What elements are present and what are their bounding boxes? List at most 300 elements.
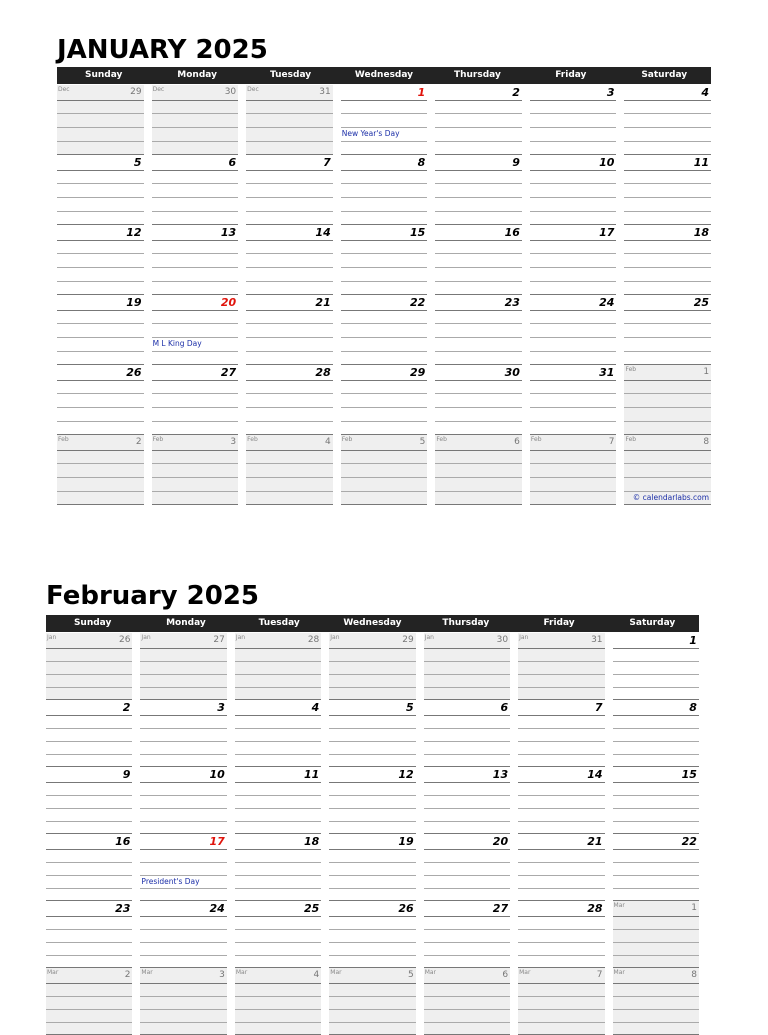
note-line <box>518 674 604 675</box>
day-cell[interactable] <box>624 85 711 155</box>
calendar-grid <box>57 85 711 505</box>
day-cell[interactable] <box>613 700 699 767</box>
day-header <box>152 225 239 241</box>
note-line <box>235 996 321 997</box>
note-line <box>518 888 604 889</box>
day-header <box>46 968 132 984</box>
note-line <box>424 1009 510 1010</box>
day-cell[interactable] <box>57 365 144 435</box>
day-cell[interactable] <box>624 155 711 225</box>
note-line <box>424 687 510 688</box>
day-number: 6 <box>502 970 509 980</box>
day-cell[interactable] <box>235 968 321 1035</box>
note-line <box>424 808 510 809</box>
note-line <box>152 197 239 198</box>
day-number: 4 <box>311 701 320 714</box>
day-header <box>140 834 226 850</box>
note-line <box>624 211 711 212</box>
month-label: Mar <box>235 969 248 976</box>
day-header <box>57 295 144 311</box>
day-number: 9 <box>512 156 520 169</box>
day-cell[interactable] <box>341 435 428 505</box>
note-line <box>152 351 239 352</box>
day-cell[interactable] <box>152 225 239 295</box>
note-line <box>246 477 333 478</box>
day-header <box>530 295 617 311</box>
day-cell[interactable] <box>152 435 239 505</box>
day-cell[interactable] <box>341 295 428 365</box>
note-line <box>57 477 144 478</box>
day-header <box>435 225 522 241</box>
note-line <box>152 267 239 268</box>
note-line <box>152 491 239 492</box>
week-row <box>46 834 699 901</box>
day-number: 12 <box>398 768 414 781</box>
note-line <box>424 754 510 755</box>
day-number: 2 <box>124 970 131 980</box>
day-cell[interactable] <box>530 155 617 225</box>
day-number: 31 <box>591 635 603 645</box>
day-cell[interactable] <box>246 435 333 505</box>
day-number: 1 <box>417 86 426 99</box>
day-cell[interactable] <box>140 633 226 700</box>
day-header <box>140 901 226 917</box>
day-number: 31 <box>599 366 615 379</box>
day-cell[interactable] <box>57 435 144 505</box>
day-cell[interactable] <box>46 700 132 767</box>
day-cell[interactable] <box>435 435 522 505</box>
day-number: 8 <box>689 701 697 714</box>
note-line <box>329 674 415 675</box>
day-cell[interactable] <box>530 295 617 365</box>
note-line <box>152 463 239 464</box>
note-line <box>424 888 510 889</box>
day-header <box>235 834 321 850</box>
day-number: 7 <box>596 970 603 980</box>
day-cell[interactable] <box>246 365 333 435</box>
day-header <box>235 700 321 716</box>
day-number: 4 <box>313 970 320 980</box>
day-cell[interactable] <box>329 633 415 700</box>
day-cell[interactable] <box>57 155 144 225</box>
note-line <box>341 113 428 114</box>
note-line <box>246 211 333 212</box>
note-line <box>246 463 333 464</box>
month-label: Mar <box>613 969 625 976</box>
day-number: 20 <box>220 296 237 309</box>
day-header <box>624 155 711 171</box>
cell-bottom-line <box>624 504 711 505</box>
day-cell[interactable] <box>518 633 604 700</box>
day-cell[interactable] <box>624 295 711 365</box>
note-line <box>246 491 333 492</box>
day-cell[interactable] <box>435 365 522 435</box>
note-line <box>530 351 617 352</box>
day-cell[interactable] <box>46 901 132 968</box>
day-header <box>530 155 617 171</box>
day-header <box>435 155 522 171</box>
day-cell[interactable] <box>329 901 415 968</box>
note-line <box>329 875 415 876</box>
note-line <box>435 407 522 408</box>
note-line <box>152 323 239 324</box>
day-number: 8 <box>691 970 697 980</box>
note-line <box>530 211 617 212</box>
day-cell[interactable] <box>46 968 132 1035</box>
weekday-tuesday: Tuesday <box>269 70 312 80</box>
note-line <box>152 337 239 338</box>
day-cell[interactable] <box>57 295 144 365</box>
note-line <box>140 942 226 943</box>
day-cell[interactable] <box>424 633 510 700</box>
day-number: 8 <box>417 156 426 169</box>
month-label: Dec <box>247 86 259 93</box>
note-line <box>424 862 510 863</box>
note-line <box>530 337 617 338</box>
note-line <box>530 253 617 254</box>
day-header <box>235 901 321 917</box>
note-line <box>435 281 522 282</box>
note-line <box>435 337 522 338</box>
day-cell[interactable] <box>530 225 617 295</box>
note-line <box>152 211 239 212</box>
day-header <box>435 365 522 381</box>
note-line <box>530 323 617 324</box>
note-line <box>246 281 333 282</box>
note-line <box>140 875 226 876</box>
note-line <box>530 477 617 478</box>
day-number: 8 <box>703 437 710 447</box>
note-line <box>235 942 321 943</box>
day-cell[interactable] <box>435 295 522 365</box>
note-line <box>613 808 699 809</box>
day-cell[interactable] <box>152 85 239 155</box>
day-cell[interactable] <box>530 85 617 155</box>
note-line <box>329 955 415 956</box>
note-line <box>140 728 226 729</box>
day-cell[interactable] <box>424 968 510 1035</box>
day-number: 5 <box>407 970 414 980</box>
day-header <box>329 968 415 984</box>
day-header <box>46 700 132 716</box>
day-cell[interactable] <box>152 365 239 435</box>
day-cell[interactable] <box>613 834 699 901</box>
note-line <box>341 477 428 478</box>
note-line <box>57 337 144 338</box>
day-cell[interactable] <box>424 767 510 834</box>
day-cell[interactable] <box>246 85 333 155</box>
day-cell[interactable] <box>424 700 510 767</box>
note-line <box>46 754 132 755</box>
note-line <box>518 741 604 742</box>
note-line <box>624 183 711 184</box>
day-cell[interactable] <box>518 767 604 834</box>
day-cell[interactable] <box>341 225 428 295</box>
weekday-saturday: Saturday <box>629 618 676 628</box>
day-cell[interactable] <box>530 365 617 435</box>
day-cell[interactable] <box>341 365 428 435</box>
day-cell[interactable] <box>624 435 711 505</box>
day-cell[interactable] <box>518 901 604 968</box>
day-number: 1 <box>703 367 710 377</box>
note-line <box>235 741 321 742</box>
day-header <box>613 700 699 716</box>
day-header <box>518 700 604 716</box>
day-header <box>613 901 699 917</box>
note-line <box>46 821 132 822</box>
day-cell[interactable] <box>329 767 415 834</box>
day-cell[interactable] <box>140 767 226 834</box>
day-number: 25 <box>303 902 320 915</box>
note-line <box>341 141 428 142</box>
day-cell[interactable] <box>613 633 699 700</box>
note-line <box>341 421 428 422</box>
day-cell[interactable] <box>329 968 415 1035</box>
day-number: 11 <box>303 768 320 781</box>
cell-bottom-line <box>341 504 428 505</box>
note-line <box>613 862 699 863</box>
month-label: Feb <box>341 436 353 443</box>
credit-link[interactable]: © calendarlabs.com <box>632 493 710 502</box>
calendar-january <box>57 30 711 505</box>
note-line <box>435 477 522 478</box>
day-cell[interactable] <box>329 834 415 901</box>
note-line <box>152 113 239 114</box>
month-label: Jan <box>235 634 246 641</box>
month-label: Feb <box>625 436 637 443</box>
calendar-title: February 2025 <box>46 581 260 611</box>
note-line <box>140 808 226 809</box>
note-line <box>624 337 711 338</box>
weekday-friday: Friday <box>543 618 575 628</box>
day-number: 4 <box>325 437 331 447</box>
day-cell[interactable] <box>152 155 239 225</box>
day-cell[interactable] <box>518 834 604 901</box>
day-cell[interactable] <box>341 155 428 225</box>
month-label: Mar <box>613 902 625 909</box>
day-cell[interactable] <box>46 834 132 901</box>
day-cell[interactable] <box>246 225 333 295</box>
note-line <box>246 421 333 422</box>
day-cell[interactable] <box>518 700 604 767</box>
day-number: 13 <box>220 226 237 239</box>
note-line <box>624 393 711 394</box>
note-line <box>235 875 321 876</box>
day-cell[interactable] <box>518 968 604 1035</box>
day-cell[interactable] <box>246 155 333 225</box>
day-number: 26 <box>398 902 414 915</box>
note-line <box>329 862 415 863</box>
note-line <box>329 1009 415 1010</box>
note-line <box>624 127 711 128</box>
day-cell[interactable] <box>235 834 321 901</box>
note-line <box>152 281 239 282</box>
note-line <box>518 875 604 876</box>
note-line <box>235 862 321 863</box>
week-row <box>46 968 699 1035</box>
day-cell[interactable] <box>341 85 428 155</box>
note-line <box>424 996 510 997</box>
day-header <box>57 85 144 101</box>
day-cell[interactable] <box>46 767 132 834</box>
day-header <box>246 435 333 451</box>
note-line <box>613 741 699 742</box>
day-number: 29 <box>402 635 414 645</box>
note-line <box>246 113 333 114</box>
week-row <box>57 225 711 295</box>
note-line <box>435 267 522 268</box>
day-cell[interactable] <box>624 225 711 295</box>
day-number: 19 <box>398 835 414 848</box>
month-label: Feb <box>625 366 637 373</box>
note-line <box>613 1009 699 1010</box>
note-line <box>624 197 711 198</box>
note-line <box>140 674 226 675</box>
day-header <box>530 365 617 381</box>
day-header <box>246 365 333 381</box>
day-cell[interactable] <box>46 633 132 700</box>
day-header <box>329 901 415 917</box>
note-line <box>518 862 604 863</box>
day-cell[interactable] <box>140 834 226 901</box>
day-cell[interactable] <box>613 901 699 968</box>
day-header <box>424 767 510 783</box>
day-cell[interactable] <box>530 435 617 505</box>
note-line <box>530 421 617 422</box>
weekday-monday: Monday <box>166 618 206 628</box>
day-header <box>624 365 711 381</box>
weekday-header <box>57 67 711 84</box>
day-header <box>341 295 428 311</box>
day-cell[interactable] <box>435 225 522 295</box>
note-line <box>246 267 333 268</box>
note-line <box>57 211 144 212</box>
day-number: 2 <box>135 437 142 447</box>
note-line <box>613 674 699 675</box>
note-line <box>613 661 699 662</box>
note-line <box>424 821 510 822</box>
note-line <box>46 862 132 863</box>
month-label: Jan <box>424 634 434 641</box>
note-line <box>530 197 617 198</box>
day-cell[interactable] <box>613 968 699 1035</box>
note-line <box>57 351 144 352</box>
day-cell[interactable] <box>140 700 226 767</box>
note-line <box>329 996 415 997</box>
note-line <box>341 351 428 352</box>
month-label: Jan <box>47 634 57 641</box>
note-line <box>624 267 711 268</box>
month-label: Jan <box>330 634 340 641</box>
note-line <box>246 141 333 142</box>
day-number: 24 <box>599 296 615 309</box>
note-line <box>140 955 226 956</box>
note-line <box>329 728 415 729</box>
day-cell[interactable] <box>57 225 144 295</box>
note-line <box>329 808 415 809</box>
day-cell[interactable] <box>424 834 510 901</box>
day-cell[interactable] <box>424 901 510 968</box>
day-number: 27 <box>213 635 225 645</box>
note-line <box>46 929 132 930</box>
week-row <box>57 155 711 225</box>
note-line <box>518 754 604 755</box>
note-line <box>235 955 321 956</box>
day-cell[interactable] <box>246 295 333 365</box>
note-line <box>518 996 604 997</box>
day-cell[interactable] <box>57 85 144 155</box>
day-number: 18 <box>693 226 710 239</box>
note-line <box>624 407 711 408</box>
day-header <box>613 834 699 850</box>
note-line <box>46 808 132 809</box>
day-cell[interactable] <box>235 700 321 767</box>
note-line <box>341 337 428 338</box>
day-cell[interactable] <box>435 155 522 225</box>
note-line <box>246 393 333 394</box>
day-cell[interactable] <box>329 700 415 767</box>
note-line <box>152 477 239 478</box>
day-number: 3 <box>217 701 225 714</box>
day-header <box>341 155 428 171</box>
note-line <box>235 728 321 729</box>
day-cell[interactable] <box>624 365 711 435</box>
note-line <box>424 741 510 742</box>
day-cell[interactable] <box>235 633 321 700</box>
day-number: 30 <box>496 635 509 645</box>
day-cell[interactable] <box>140 901 226 968</box>
note-line <box>329 821 415 822</box>
note-line <box>140 687 226 688</box>
day-header <box>246 295 333 311</box>
day-cell[interactable] <box>435 85 522 155</box>
day-number: 2 <box>122 701 131 714</box>
note-line <box>235 821 321 822</box>
note-line <box>46 728 132 729</box>
day-header <box>235 633 321 649</box>
note-line <box>518 929 604 930</box>
day-number: 27 <box>220 366 237 379</box>
note-line <box>518 821 604 822</box>
note-line <box>235 1009 321 1010</box>
day-cell[interactable] <box>235 901 321 968</box>
day-header <box>518 968 604 984</box>
day-number: 15 <box>681 768 697 781</box>
week-row <box>57 365 711 435</box>
day-cell[interactable] <box>140 968 226 1035</box>
day-cell[interactable] <box>152 295 239 365</box>
day-cell[interactable] <box>613 767 699 834</box>
month-label: Mar <box>141 969 153 976</box>
note-line <box>235 674 321 675</box>
day-header <box>152 85 239 101</box>
day-cell[interactable] <box>235 767 321 834</box>
day-header <box>613 767 699 783</box>
note-line <box>613 996 699 997</box>
day-header <box>341 85 428 101</box>
day-header <box>624 85 711 101</box>
note-line <box>435 211 522 212</box>
day-header <box>140 700 226 716</box>
note-line <box>329 888 415 889</box>
day-header <box>46 767 132 783</box>
note-line <box>46 996 132 997</box>
week-row <box>57 85 711 155</box>
note-line <box>152 407 239 408</box>
note-line <box>57 127 144 128</box>
weekday-sunday: Sunday <box>73 618 112 628</box>
day-header <box>341 225 428 241</box>
